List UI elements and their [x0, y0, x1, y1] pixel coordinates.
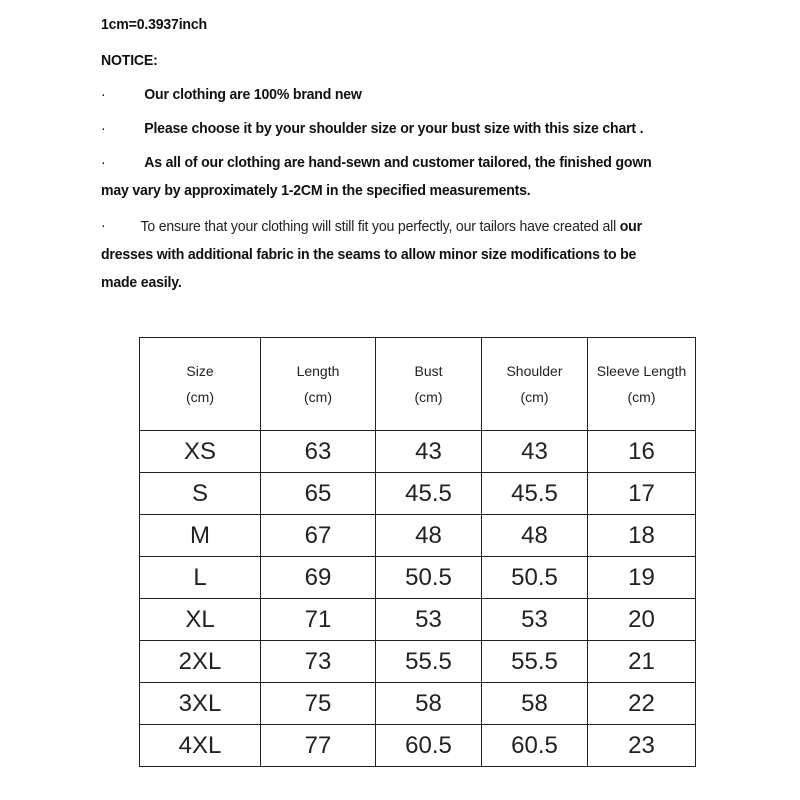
cell-shoulder: 45.5: [482, 473, 588, 515]
cell-shoulder: 43: [482, 431, 588, 473]
cell-length: 65: [261, 473, 376, 515]
cell-size: 2XL: [140, 641, 261, 683]
size-chart-table: [139, 337, 696, 767]
cell-size: XL: [140, 599, 261, 641]
notice-text-continued: may vary by approximately 1-2CM in the specified measurements.: [101, 182, 531, 199]
cell-length: 71: [261, 599, 376, 641]
notice-text: [140, 218, 641, 235]
column-header-bust: Bust (cm): [376, 338, 482, 431]
cell-sleeve-length: 23: [588, 725, 696, 767]
cell-size: XS: [140, 431, 261, 473]
table-row: [140, 599, 696, 641]
cell-bust: 50.5: [376, 557, 482, 599]
notice-text-continued: made easily.: [101, 274, 182, 291]
cell-bust: 48: [376, 515, 482, 557]
cell-bust: 43: [376, 431, 482, 473]
bullet-icon: ·: [101, 217, 106, 234]
notice-text: Please choose it by your shoulder size or your bust size with this size chart .: [144, 120, 644, 137]
cell-size: 3XL: [140, 683, 261, 725]
cell-sleeve-length: 17: [588, 473, 696, 515]
cell-length: 63: [261, 431, 376, 473]
cell-length: 67: [261, 515, 376, 557]
cell-sleeve-length: 20: [588, 599, 696, 641]
cell-shoulder: 55.5: [482, 641, 588, 683]
cell-length: 69: [261, 557, 376, 599]
table-row: [140, 557, 696, 599]
table-row: [140, 683, 696, 725]
cell-length: 77: [261, 725, 376, 767]
cell-size: S: [140, 473, 261, 515]
cell-shoulder: 58: [482, 683, 588, 725]
cell-shoulder: 53: [482, 599, 588, 641]
cell-shoulder: 50.5: [482, 557, 588, 599]
bullet-icon: ·: [101, 154, 106, 171]
cell-sleeve-length: 18: [588, 515, 696, 557]
notice-text: As all of our clothing are hand-sewn and customer tailored, the finished gown: [144, 154, 652, 171]
notice-text-continued: dresses with additional fabric in the seams to allow minor size modifications to be: [101, 246, 637, 263]
table-header-row: [140, 338, 696, 431]
cell-bust: 58: [376, 683, 482, 725]
cell-size: L: [140, 557, 261, 599]
cell-sleeve-length: 19: [588, 557, 696, 599]
table-row: [140, 431, 696, 473]
notice-text-light: To ensure that your clothing will still fit you perfectly, our tailors have created all: [140, 218, 617, 235]
cell-bust: 55.5: [376, 641, 482, 683]
table-row: [140, 515, 696, 557]
notice-text: Our clothing are 100% brand new: [144, 86, 362, 103]
cell-sleeve-length: 16: [588, 431, 696, 473]
column-header-size: Size (cm): [140, 338, 261, 431]
column-header-sleeve-length: Sleeve Length (cm): [588, 338, 696, 431]
cell-shoulder: 60.5: [482, 725, 588, 767]
bullet-icon: ·: [101, 120, 106, 137]
table-row: [140, 641, 696, 683]
notice-text-bold: our: [616, 218, 642, 235]
cell-bust: 45.5: [376, 473, 482, 515]
unit-conversion: 1cm=0.3937inch: [101, 16, 207, 33]
notice-heading: NOTICE:: [101, 52, 158, 69]
cell-length: 75: [261, 683, 376, 725]
cell-size: 4XL: [140, 725, 261, 767]
cell-sleeve-length: 22: [588, 683, 696, 725]
cell-shoulder: 48: [482, 515, 588, 557]
cell-bust: 60.5: [376, 725, 482, 767]
column-header-shoulder: Shoulder (cm): [482, 338, 588, 431]
table-row: [140, 473, 696, 515]
cell-length: 73: [261, 641, 376, 683]
cell-sleeve-length: 21: [588, 641, 696, 683]
cell-size: M: [140, 515, 261, 557]
column-header-length: Length (cm): [261, 338, 376, 431]
bullet-icon: ·: [101, 86, 106, 103]
table-row: [140, 725, 696, 767]
cell-bust: 53: [376, 599, 482, 641]
